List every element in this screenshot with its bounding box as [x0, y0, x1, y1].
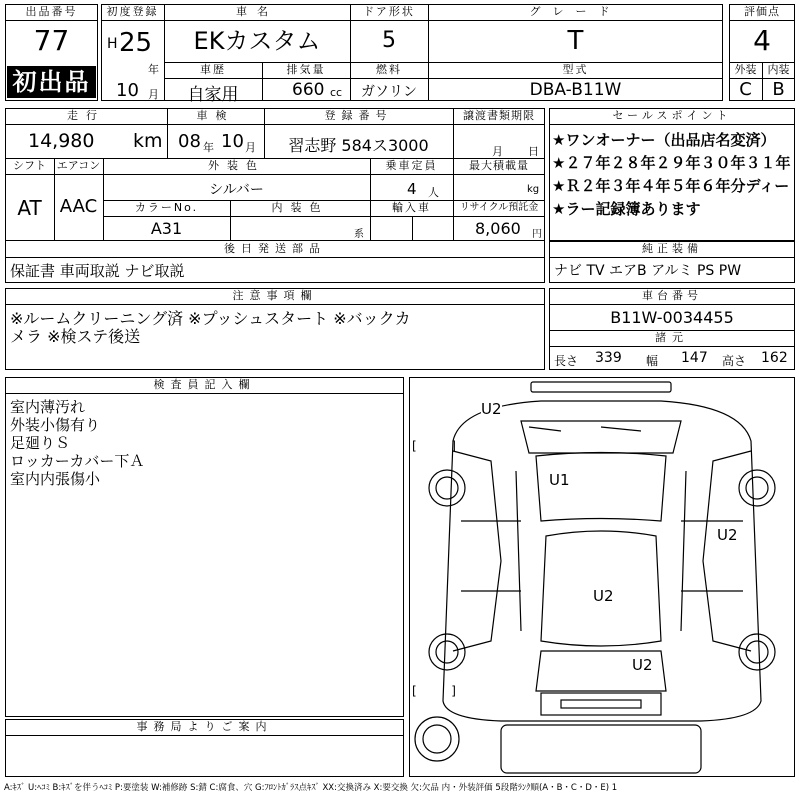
km-unit: km	[133, 130, 163, 152]
grade-label: グレード	[529, 5, 622, 18]
color-no-value: A31	[150, 219, 183, 238]
damage-mark: U1	[549, 471, 570, 489]
car-name-label: 車名	[236, 5, 278, 18]
chassis-title: 車台番号	[642, 289, 702, 302]
wheel-rr	[739, 634, 775, 670]
kg-unit: kg	[527, 184, 540, 195]
plate-label: 登録番号	[324, 109, 393, 122]
damage-mark: U2	[593, 587, 614, 605]
wheel-rl	[429, 634, 465, 670]
inspector-line: 室内内張傷小	[10, 470, 101, 488]
ac-label: エアコン	[56, 159, 101, 172]
capacity-label: 乗車定員	[385, 159, 438, 172]
damage-mark: U2	[481, 400, 502, 418]
genuine-equipment-title: 純正装備	[642, 242, 702, 255]
length-value: 339	[595, 350, 622, 366]
score-value: 4	[753, 24, 771, 57]
inspector-title: 検査員記入欄	[153, 378, 256, 391]
genuine-equipment-text: ナビ TV エアB アルミ PS PW	[554, 263, 742, 279]
caution-title: 注意事項欄	[232, 289, 318, 302]
interior-grade: B	[772, 79, 785, 100]
score-label: 評価点	[744, 5, 780, 18]
lot-number: 77	[33, 24, 70, 57]
height-value: 162	[761, 350, 788, 366]
insp-month: 10	[221, 131, 244, 152]
recycle-label: リサイクル預託金	[459, 202, 539, 213]
sales-points-title: セールスポイント	[612, 109, 732, 122]
int-color-suffix: 系	[354, 229, 364, 240]
height-label: 高さ	[722, 354, 747, 368]
import-label: 輸入車	[392, 201, 431, 214]
sales-point-line: ★Ｒ２年３年４年５年６年分ディー	[552, 177, 790, 195]
bracket-row: [ ]	[412, 439, 472, 453]
inspection-label: 車検	[196, 109, 235, 122]
exterior-label: 外装	[734, 63, 757, 76]
sales-point-line: ★２７年２８年２９年３０年３１年	[552, 154, 791, 172]
length-label: 長さ	[554, 354, 579, 368]
inspector-line: 足廻りＳ	[10, 434, 71, 452]
left-side	[453, 451, 501, 651]
sales-point-line: ★ラー記録簿あります	[552, 200, 701, 218]
width-label: 幅	[646, 354, 659, 368]
ac-value: AAC	[59, 196, 98, 217]
wheel-fl	[429, 470, 465, 506]
car-diagram	[409, 377, 795, 777]
ext-color-value: シルバー	[209, 182, 264, 198]
mileage-value: 14,980	[28, 130, 95, 152]
floor	[501, 725, 701, 773]
later-parts-text: 保証書 車両取説 ナビ取説	[10, 262, 185, 280]
door-value: 5	[382, 28, 396, 53]
mileage-label: 走行	[67, 109, 105, 122]
capacity-value: 4	[407, 180, 417, 198]
interior-label: 内装	[767, 63, 790, 76]
plate-value: 習志野 584ス3000	[288, 136, 429, 155]
model-value: DBA-B11W	[529, 80, 622, 100]
displacement-value: 660	[292, 80, 325, 100]
sales-point-line: ★ワンオーナー（出品店名変済）	[552, 131, 776, 149]
transfer-month-unit: 月	[492, 145, 503, 158]
load-label: 最大積載量	[469, 159, 529, 172]
specs-title: 諸元	[655, 331, 689, 344]
yen-unit: 円	[532, 229, 542, 240]
footer-legend: A:ｷｽﾞ U:ﾍｺﾐ B:ｷｽﾞを伴うﾍｺﾐ P:要塗装 W:補修跡 S:錆 C:腐食、穴 G:ﾌﾛﾝﾄｶﾞﾗｽ点ｷｽﾞ XX:交換済み X:要交換 欠:欠品 内・外装評価 5段階ﾗﾝｸ順(A・B・C・D・E) 1	[4, 783, 618, 793]
year-unit: 年	[148, 63, 159, 76]
wheel-fr	[739, 470, 775, 506]
insp-year: 08	[178, 131, 201, 152]
later-parts-title: 後日発送部品	[224, 242, 326, 255]
exterior-grade: C	[739, 79, 752, 100]
chassis-value: B11W-0034455	[610, 308, 734, 327]
person-unit: 人	[428, 186, 439, 199]
int-color-label: 内装色	[271, 201, 329, 214]
insp-year-unit: 年	[203, 141, 214, 154]
transfer-label: 譲渡書類期限	[463, 109, 535, 122]
reg-month: 10	[116, 80, 139, 101]
model-label: 型式	[562, 63, 589, 76]
inspector-line: ロッカーカバー下Ａ	[10, 452, 145, 470]
inspector-line: 外装小傷有り	[10, 416, 101, 434]
right-side	[703, 451, 751, 651]
damage-mark: U2	[717, 526, 738, 544]
roof-strip	[531, 382, 671, 392]
grade-value: T	[567, 26, 584, 56]
first-reg-label: 初度登録	[106, 5, 159, 18]
displacement-label: 排気量	[286, 63, 326, 76]
color-no-label: カラーNo.	[134, 201, 199, 214]
inspector-line: 室内薄汚れ	[10, 398, 86, 416]
history-label: 車歴	[200, 63, 226, 76]
insp-month-unit: 月	[245, 141, 256, 154]
width-value: 147	[681, 350, 708, 366]
damage-mark: U2	[632, 656, 653, 674]
era: H	[107, 36, 118, 52]
transfer-day-unit: 日	[528, 145, 539, 158]
spare-wheel	[415, 717, 459, 761]
recycle-value: 8,060	[475, 219, 521, 238]
ext-color-label: 外装色	[208, 159, 265, 172]
reg-year: 25	[119, 28, 153, 58]
history-value: 自家用	[187, 85, 239, 105]
office-title: 事務局よりご案内	[136, 720, 273, 733]
cc-unit: cc	[330, 86, 343, 99]
first-listing-badge: 初出品	[7, 66, 96, 98]
shift-value: AT	[17, 196, 42, 220]
car-name: EKカスタム	[193, 27, 321, 55]
car-diagram-svg	[410, 378, 794, 776]
lot-label: 出品番号	[25, 5, 78, 18]
fuel-label: 燃料	[376, 63, 402, 76]
bracket-row: [ ]	[412, 684, 472, 698]
month-unit: 月	[148, 88, 159, 101]
door-label: ドア形状	[363, 5, 415, 18]
shift-label: シフト	[13, 159, 46, 172]
caution-text: ※ルームクリーニング済 ※プッシュスタート ※バックカ メラ ※検ステ後送	[10, 309, 411, 346]
fuel-value: ガソリン	[361, 84, 417, 100]
